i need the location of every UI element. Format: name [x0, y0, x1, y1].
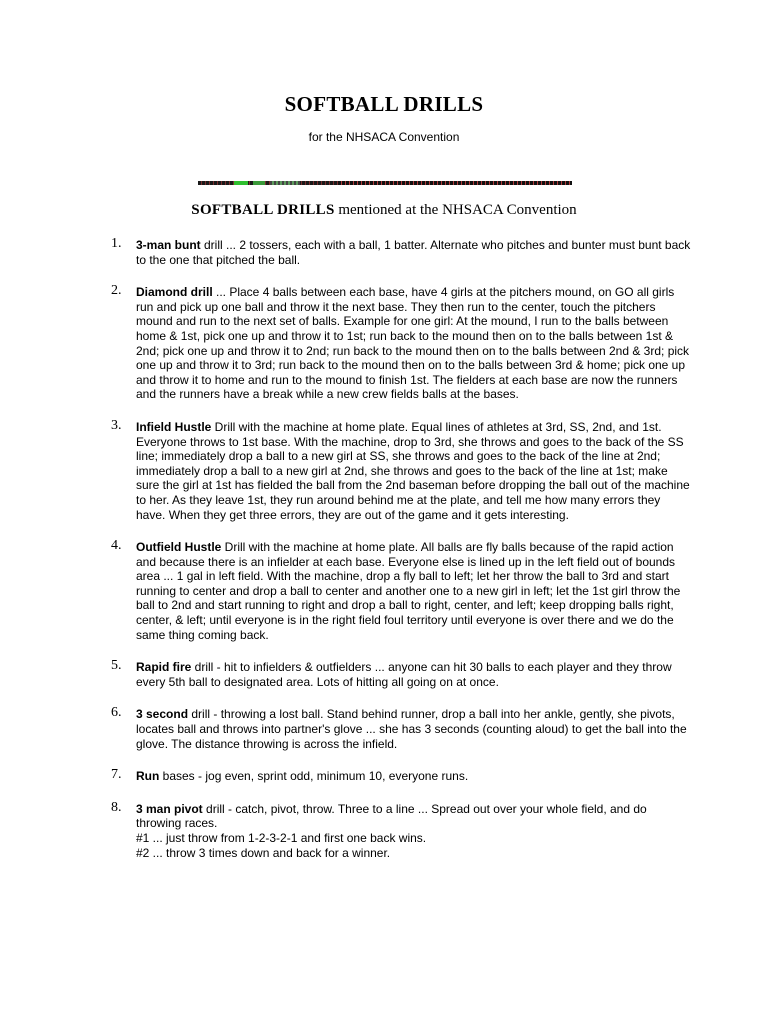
- item-number: 1.: [111, 236, 122, 251]
- drill-description: Drill with the machine at home plate. All balls are fly balls because of the rapid action and because there is an infielder at each base. Everyone else is lined up in the left field out of bounds area ... 1 gal in left field. With the machine, drop a fly ball to left; let her throw the ball to 3rd and start running to center and drop a ball to center and another one to a new girl in left; let the 1st girl throw the ball to 2nd and start running to right and drop a ball to right, center, and left; keep dropping balls right, center, & left; until everyone is in the right field foul territory until everyone is over there and we do the same thing coming back.: [136, 540, 681, 642]
- drill-name: Diamond drill: [136, 285, 213, 300]
- section-heading-bold: SOFTBALL DRILLS: [191, 202, 335, 218]
- document-subtitle: for the NHSACA Convention: [308, 130, 460, 144]
- drill-name: 3 man pivot: [136, 801, 203, 816]
- drill-name: 3 second: [136, 707, 189, 722]
- drill-name: Rapid fire: [136, 660, 192, 675]
- section-heading: [0, 202, 768, 219]
- drill-description: drill - hit to infielders & outfielders ... anyone can hit 30 balls to each player and they throw every 5th ball to designated area. Lots of hitting all going on at once.: [136, 660, 672, 689]
- drill-name: 3-man bunt: [136, 238, 201, 252]
- list-item: [111, 238, 691, 267]
- item-number: 3.: [111, 417, 122, 433]
- drill-description: bases - jog even, sprint odd, minimum 10, everyone runs.: [159, 769, 469, 784]
- item-number: 7.: [111, 767, 122, 783]
- drill-name: Outfield Hustle: [136, 540, 222, 555]
- list-item: [111, 799, 691, 860]
- item-number: 4.: [111, 538, 122, 554]
- drill-name: Infield Hustle: [136, 419, 212, 434]
- drill-description: drill - catch, pivot, throw. Three to a line ... Spread out over your whole field, and do throwing races.: [136, 801, 647, 831]
- drill-list: [111, 238, 691, 878]
- drill-name: Run: [136, 769, 160, 784]
- list-item: [111, 660, 691, 689]
- list-item: [111, 285, 691, 402]
- item-number: 8.: [111, 799, 122, 815]
- section-heading-rest: mentioned at the NHSACA Convention: [334, 202, 577, 218]
- list-item: [111, 417, 691, 522]
- drill-description: Drill with the machine at home plate. Equal lines of athletes at 3rd, SS, 2nd, and 1st. Everyone throws to 1st base. With the machine, drop to 3rd, she throws and goes to the back of the SS line; immediately drop a ball to a new girl at SS, she throws and goes to the back of the line at 2nd; immediately drop a ball to a new girl at 2nd, she throws and goes to the back of the line at 1st; make sure the girl at 1st has fielded the ball from the 2nd baseman before dropping the ball out of the machine to her. As they leave 1st, they run around behind me at the plate, and tell me how many errors they have. When they get three errors, they are out of the game and it gets interesting.: [136, 419, 690, 522]
- item-number: 6.: [111, 705, 122, 721]
- drill-description: drill - throwing a lost ball. Stand behind runner, drop a ball into her ankle, gently, she pivots, locates ball and throws into partner's glove ... she has 3 seconds (counting aloud) to get the ball into the glove. The distance throwing is across the infield.: [136, 707, 687, 751]
- document-title: SOFTBALL DRILLS: [284, 92, 484, 116]
- item-number: 5.: [111, 658, 122, 674]
- drill-variation: #2 ... throw 3 times down and back for a winner.: [136, 845, 391, 860]
- list-item: [111, 769, 691, 784]
- list-item: [111, 540, 691, 642]
- decorative-divider: [198, 181, 572, 185]
- drill-description: drill ... 2 tossers, each with a ball, 1 batter. Alternate who pitches and bunter must bunt back to the one that pitched the ball.: [136, 238, 691, 267]
- drill-description: ... Place 4 balls between each base, have 4 girls at the pitchers mound, on GO all girls run and pick up one ball and throw it the next base. They then run to the center, touch the pitchers mound and run to the next set of balls. Example for one girl: At the mound, I run to the balls between home & 1st, pick one up and throw it to 1st; run back to the mound then on to the balls between 1st & 2nd; pick one up and throw it to 2nd; run back to the mound then on to the balls between 2nd & 3rd; pick one up and throw it to 3rd; run back to the mound then on to the balls between 3rd & home; pick one up and throw it to home and run to the mound to finish 1st. The fielders at each base are now the runners and the runners have a break while a new crew fields balls at the bases.: [136, 285, 690, 402]
- list-item: [111, 707, 691, 751]
- item-number: 2.: [111, 283, 122, 299]
- drill-variation: #1 ... just throw from 1-2-3-2-1 and first one back wins.: [136, 831, 427, 845]
